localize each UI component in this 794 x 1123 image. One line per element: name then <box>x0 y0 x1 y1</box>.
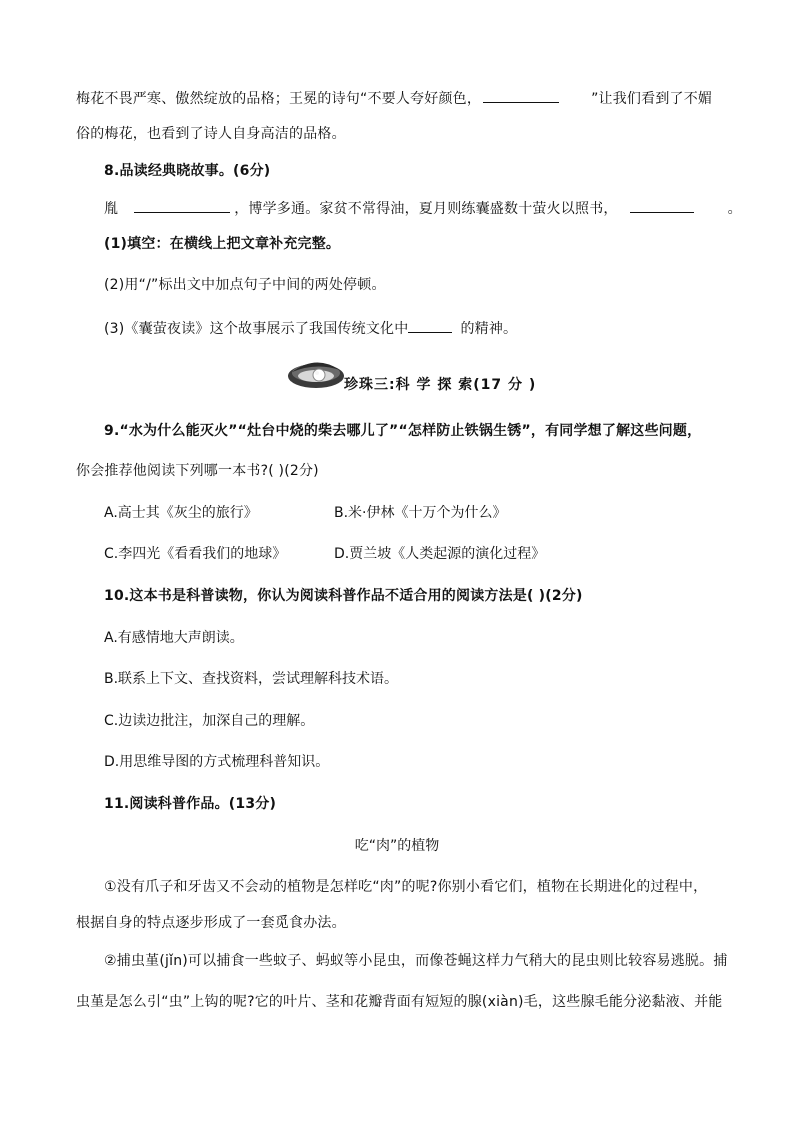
poem-paragraph-line-2 <box>76 124 346 144</box>
question-8-sub-1: (1)填空：在横线上把文章补充完整。 <box>104 236 341 252</box>
story-text-part-1: 胤 <box>104 201 119 217</box>
question-10-option-a[interactable]: A.有感情地大声朗读。 <box>104 630 244 646</box>
question-9-option-c[interactable]: C.李四光《看看我们的地球》 <box>104 546 287 562</box>
story-answer-blank-1[interactable] <box>134 198 230 213</box>
question-8-sub-2: (2)用“/”标出文中加点句子中间的两处停顿。 <box>104 277 386 293</box>
article-paragraph-1-line-2: 根据自身的特点逐步形成了一套觅食办法。 <box>76 915 346 931</box>
question-10-option-c[interactable]: C.边读边批注，加深自己的理解。 <box>104 713 315 729</box>
question-10-title: 10.这本书是科普读物，你认为阅读科普作品不适合用的阅读方法是( )(2分) <box>104 588 583 604</box>
story-answer-blank-2[interactable] <box>630 198 694 213</box>
article-title: 吃“肉”的植物 <box>354 838 440 854</box>
question-9-option-d[interactable]: D.贾兰坡《人类起源的演化过程》 <box>334 546 546 562</box>
article-paragraph-1-line-1: ①没有爪子和牙齿又不会动的植物是怎样吃“肉”的呢?你别小看它们，植物在长期进化的过程中， <box>104 879 708 895</box>
question-10-option-b[interactable]: B.联系上下文、查找资料，尝试理解科技术语。 <box>104 671 399 687</box>
spirit-answer-blank[interactable] <box>408 318 452 333</box>
article-paragraph-2-line-1: ②捕虫堇(jǐn)可以捕食一些蚊子、蚂蚁等小昆虫，而像苍蝇这样力气稍大的昆虫则比较容易逃脱。捕 <box>104 953 728 969</box>
section-3-title: 珍珠三:科 学 探 索(17 分 ) <box>344 377 537 393</box>
question-9-line-2: 你会推荐他阅读下列哪一本书?( )(2分) <box>76 463 319 479</box>
question-8-title: 8.品读经典晓故事。(6分) <box>104 163 271 179</box>
poem-answer-blank[interactable] <box>483 88 559 103</box>
article-paragraph-2-line-2: 虫堇是怎么引“虫”上钩的呢?它的叶片、茎和花瓣背面有短短的腺(xiàn)毛，这些腺毛能分泌黏液、并能 <box>76 994 723 1010</box>
question-8-sub-3: (3)《囊萤夜读》这个故事展示了我国传统文化中 的精神。 <box>104 318 517 339</box>
question-9-line-1: 9.“水为什么能灭火”“灶台中烧的柴去哪儿了”“怎样防止铁锅生锈”，有同学想了解这些问题， <box>104 423 702 439</box>
poem-text-part-1: 梅花不畏严寒、傲然绽放的品格；王冕的诗句“不要人夸好颜色， <box>76 91 482 107</box>
pearl-oyster-icon <box>286 354 348 392</box>
poem-paragraph-line-1 <box>76 88 712 109</box>
poem-text-part-2: ”让我们看到了不媚 <box>591 91 713 107</box>
question-9-option-a[interactable]: A.高士其《灰尘的旅行》 <box>104 505 258 521</box>
question-8-story <box>104 198 742 219</box>
story-text-part-2: ，博学多通。家贫不常得油，夏月则练囊盛数十萤火以照书， <box>234 201 618 217</box>
question-10-option-d[interactable]: D.用思维导图的方式梳理科普知识。 <box>104 754 330 770</box>
poem-text-part-3: 俗的梅花，也看到了诗人自身高洁的品格。 <box>76 126 346 142</box>
story-text-part-3: 。 <box>727 201 742 217</box>
question-9-option-b[interactable]: B.米·伊林《十万个为什么》 <box>334 505 507 521</box>
question-11-title: 11.阅读科普作品。(13分) <box>104 796 277 812</box>
section-3-header <box>286 352 546 396</box>
